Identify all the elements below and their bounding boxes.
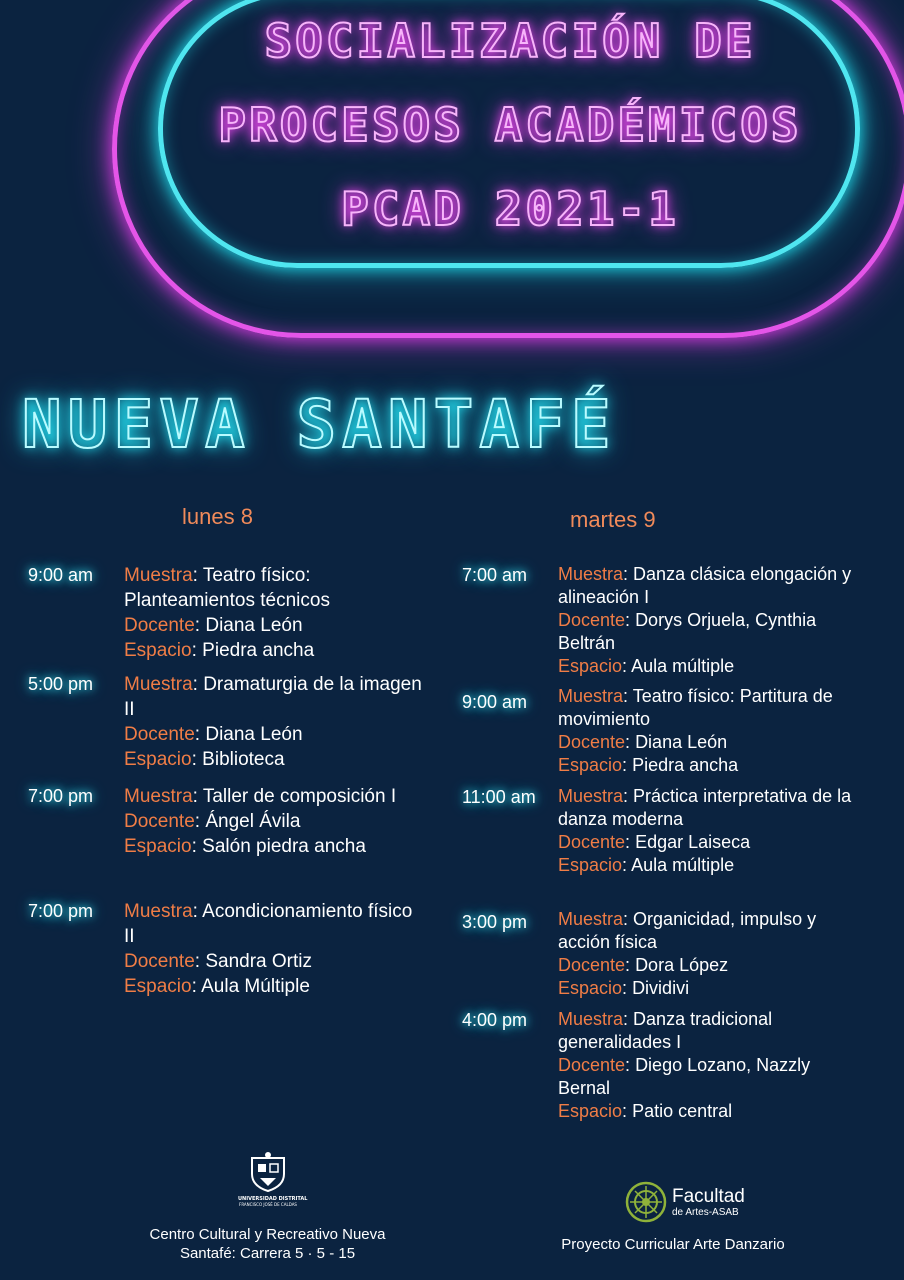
entry-time: 4:00 pm xyxy=(462,1010,528,1030)
entry-details xyxy=(558,685,858,777)
docente-value: Ángel Ávila xyxy=(205,811,301,832)
entry-details xyxy=(124,784,424,859)
docente-line xyxy=(558,954,858,977)
espacio-line xyxy=(124,638,424,663)
separator: : xyxy=(625,832,636,852)
espacio-label: Espacio xyxy=(124,836,192,857)
espacio-value: Biblioteca xyxy=(202,749,285,770)
espacio-line xyxy=(558,854,858,877)
espacio-line xyxy=(558,655,858,678)
entry-details xyxy=(558,1008,858,1123)
separator: : xyxy=(625,732,636,752)
muestra-value: Danza clásica elongación y alineación I xyxy=(558,564,852,607)
faculty-logo-subtitle: de Artes-ASAB xyxy=(672,1207,739,1218)
entry-time: 5:00 pm xyxy=(28,674,94,694)
docente-line xyxy=(558,1054,858,1100)
title-line-3: PCAD 2021-1 xyxy=(341,182,679,236)
footer-address xyxy=(130,1226,405,1262)
espacio-line xyxy=(558,1100,858,1123)
entry-time: 9:00 am xyxy=(462,692,528,712)
espacio-value: Piedra ancha xyxy=(632,755,739,775)
separator: : xyxy=(194,951,206,972)
separator: : xyxy=(623,564,634,584)
espacio-label: Espacio xyxy=(558,755,623,775)
espacio-label: Espacio xyxy=(124,640,192,661)
entry-details xyxy=(124,563,424,663)
day-title-martes: martes 9 xyxy=(570,507,656,532)
entry-details xyxy=(124,672,424,772)
muestra-line xyxy=(124,563,424,613)
asab-faculty-logo xyxy=(624,1180,784,1226)
entry-time: 3:00 pm xyxy=(462,912,528,932)
docente-value: Dora López xyxy=(635,955,729,975)
docente-line xyxy=(558,731,858,754)
docente-line xyxy=(124,949,424,974)
docente-label: Docente xyxy=(558,610,626,630)
muestra-label: Muestra xyxy=(124,786,193,807)
footer-address-line-1: Centro Cultural y Recreativo Nueva xyxy=(149,1226,386,1243)
espacio-line xyxy=(124,747,424,772)
separator: : xyxy=(623,686,633,706)
docente-line xyxy=(124,809,424,834)
entry-details xyxy=(124,899,424,999)
separator: : xyxy=(623,1009,634,1029)
entry-time: 11:00 am xyxy=(462,787,536,807)
footer-address-line-2: Santafé: Carrera 5 · 5 - 15 xyxy=(179,1245,356,1262)
separator: : xyxy=(192,901,203,922)
separator: : xyxy=(191,749,203,770)
docente-value: Diana León xyxy=(635,732,728,752)
muestra-value: Taller de composición I xyxy=(202,786,397,807)
separator: : xyxy=(194,724,206,745)
separator: : xyxy=(623,786,634,806)
espacio-label: Espacio xyxy=(558,656,623,676)
muestra-label: Muestra xyxy=(124,565,193,586)
docente-value: Diana León xyxy=(205,724,303,745)
separator: : xyxy=(191,976,202,997)
espacio-value: Dividivi xyxy=(632,978,690,998)
muestra-label: Muestra xyxy=(558,1009,624,1029)
espacio-label: Espacio xyxy=(124,976,192,997)
separator: : xyxy=(622,1101,633,1121)
separator: : xyxy=(625,1055,636,1075)
muestra-label: Muestra xyxy=(558,564,624,584)
separator: : xyxy=(191,836,203,857)
muestra-label: Muestra xyxy=(558,786,624,806)
entry-time: 7:00 am xyxy=(462,565,528,585)
espacio-label: Espacio xyxy=(558,855,623,875)
separator: : xyxy=(625,955,636,975)
docente-line xyxy=(124,613,424,638)
muestra-line xyxy=(558,685,858,731)
espacio-value: Aula Múltiple xyxy=(201,976,310,997)
university-logo-subname: FRANCISCO JOSÉ DE CALDAS xyxy=(239,1202,297,1207)
separator: : xyxy=(191,640,203,661)
muestra-value: Teatro físico: Planteamientos técnicos xyxy=(124,565,330,611)
place-title: NUEVA SANTAFÉ xyxy=(22,386,617,463)
entry-details xyxy=(558,908,858,1000)
muestra-line xyxy=(124,672,424,722)
docente-line xyxy=(558,609,858,655)
muestra-label: Muestra xyxy=(124,901,193,922)
espacio-label: Espacio xyxy=(558,1101,623,1121)
docente-label: Docente xyxy=(558,1055,626,1075)
muestra-value: Danza tradicional generalidades I xyxy=(558,1009,773,1052)
muestra-line xyxy=(124,899,424,949)
day-title-lunes: lunes 8 xyxy=(182,504,253,529)
espacio-line xyxy=(124,974,424,999)
docente-value: Edgar Laiseca xyxy=(635,832,751,852)
muestra-line xyxy=(124,784,424,809)
separator: : xyxy=(192,674,204,695)
docente-label: Docente xyxy=(124,951,195,972)
faculty-logo-title: Facultad xyxy=(672,1186,745,1207)
university-seal-logo xyxy=(238,1152,308,1207)
separator: : xyxy=(622,978,633,998)
entry-time: 9:00 am xyxy=(28,565,94,585)
espacio-value: Aula múltiple xyxy=(631,855,735,875)
docente-value: Dorys Orjuela, Cynthia Beltrán xyxy=(558,610,817,653)
separator: : xyxy=(623,909,634,929)
espacio-value: Piedra ancha xyxy=(202,640,315,661)
espacio-label: Espacio xyxy=(124,749,192,770)
entry-details xyxy=(558,785,858,877)
docente-line xyxy=(124,722,424,747)
docente-value: Diego Lozano, Nazzly Bernal xyxy=(558,1055,811,1098)
separator: : xyxy=(622,755,633,775)
muestra-line xyxy=(558,785,858,831)
muestra-value: Teatro físico: Partitura de movimiento xyxy=(558,686,833,729)
docente-line xyxy=(558,831,858,854)
muestra-value: Dramaturgia de la imagen II xyxy=(124,674,422,720)
muestra-label: Muestra xyxy=(558,909,624,929)
docente-label: Docente xyxy=(124,615,195,636)
espacio-value: Aula múltiple xyxy=(631,656,735,676)
muestra-value: Acondicionamiento físico II xyxy=(124,901,413,947)
footer-program-caption: Proyecto Curricular Arte Danzario xyxy=(561,1236,785,1253)
docente-label: Docente xyxy=(124,811,195,832)
separator: : xyxy=(625,610,636,630)
entry-time: 7:00 pm xyxy=(28,786,94,806)
docente-value: Sandra Ortiz xyxy=(205,951,312,972)
university-logo-name: UNIVERSIDAD DISTRITAL xyxy=(238,1196,308,1202)
muestra-value: Práctica interpretativa de la danza moderna xyxy=(558,786,852,829)
separator: : xyxy=(622,656,632,676)
docente-value: Diana León xyxy=(205,615,303,636)
docente-label: Docente xyxy=(558,732,626,752)
separator: : xyxy=(622,855,632,875)
espacio-label: Espacio xyxy=(558,978,623,998)
muestra-line xyxy=(558,1008,858,1054)
docente-label: Docente xyxy=(558,955,626,975)
espacio-line xyxy=(558,754,858,777)
muestra-label: Muestra xyxy=(558,686,624,706)
docente-label: Docente xyxy=(124,724,195,745)
espacio-line xyxy=(124,834,424,859)
espacio-value: Salón piedra ancha xyxy=(202,836,366,857)
espacio-value: Patio central xyxy=(632,1101,733,1121)
muestra-line xyxy=(558,908,858,954)
muestra-value: Organicidad, impulso y acción física xyxy=(558,909,817,952)
title-line-1: SOCIALIZACIÓN DE xyxy=(264,14,756,68)
separator: : xyxy=(194,615,206,636)
docente-label: Docente xyxy=(558,832,626,852)
separator: : xyxy=(194,811,206,832)
entry-details xyxy=(558,563,858,678)
title-line-2: PROCESOS ACADÉMICOS xyxy=(218,98,802,152)
entry-time: 7:00 pm xyxy=(28,901,94,921)
espacio-line xyxy=(558,977,858,1000)
muestra-line xyxy=(558,563,858,609)
separator: : xyxy=(192,565,203,586)
separator: : xyxy=(192,786,203,807)
muestra-label: Muestra xyxy=(124,674,193,695)
